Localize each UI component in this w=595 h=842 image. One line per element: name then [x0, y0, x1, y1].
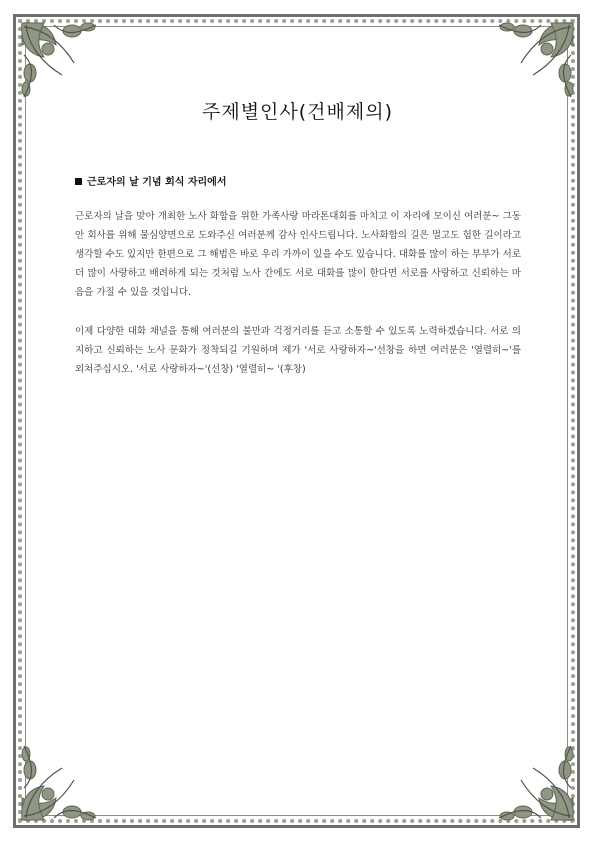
corner-ornament-bottom-left: [14, 738, 104, 828]
section-heading-text: 근로자의 날 기념 회식 자리에서: [87, 177, 227, 188]
corner-ornament-top-right: [491, 15, 581, 105]
corner-ornament-bottom-right: [491, 738, 581, 828]
square-bullet-icon: [75, 178, 82, 185]
body-paragraph: 근로자의 날을 맞아 개최한 노사 화합을 위한 가족사랑 마라톤대회를 마치고 이 자리에 모이신 여러분~ 그동안 회사를 위해 물심양면으로 도와주신 여러분께 감사 인사드립니다. 노사화합의 길은 멀고도 험한 길이라고 생각할 수도 있지만 한편으로 그 해법은 바로 우리 가까이 있을 수도 있습니다. 대화를 많이 하는 부부가 서로 더 많이 사랑하고 배려하게 되는 것처럼 노사 간에도 서로 대화를 많이 한다면 서로를 사랑하고 신뢰하는 마음을 가질 수 있을 것입니다.: [75, 211, 521, 298]
corner-ornament-top-left: [14, 15, 104, 105]
body-paragraph: 이제 다양한 대화 채널을 통해 여러분의 불만과 걱정거리를 듣고 소통할 수 있도록 노력하겠습니다. 서로 의지하고 신뢰하는 노사 문화가 정착되길 기원하며 제가 '서로 사랑하자~'선창을 하면 여러분은 '열렬히~'를 외쳐주십시오. '서로 사랑하자~'(선창) '열렬히~ '(후창): [75, 326, 521, 375]
page-border-inner: [25, 26, 568, 816]
section-heading: [75, 173, 227, 188]
page-title: 주제별인사(건배제의): [201, 101, 393, 123]
